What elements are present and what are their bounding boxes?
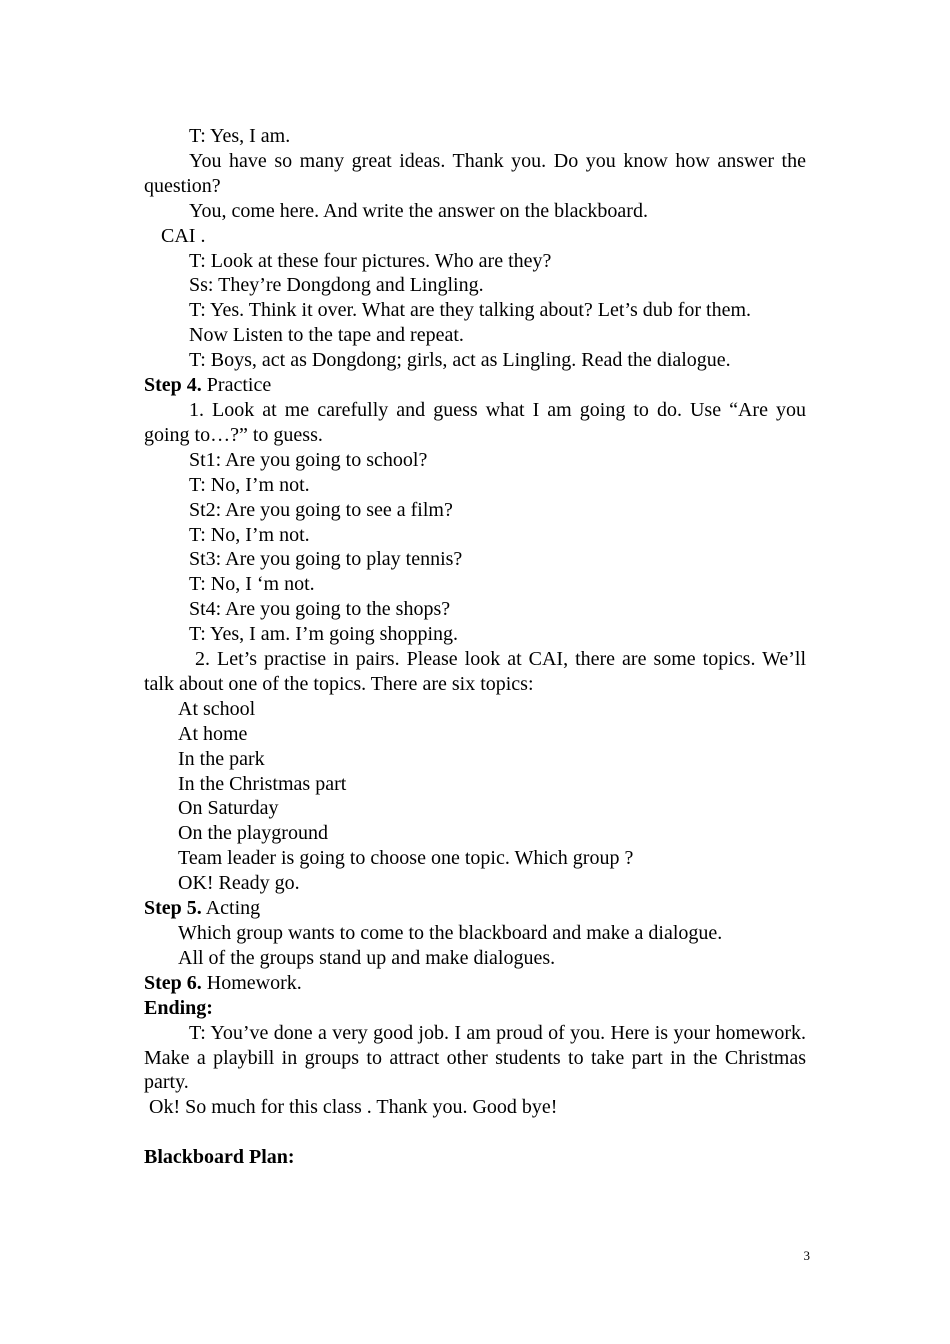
step6-heading [144,971,806,996]
step4-label: Step 4. [144,374,202,397]
dialogue-line: T: No, I ‘m not. [189,573,315,596]
line-listen-tape: Now Listen to the tape and repeat. [189,324,464,347]
step5-heading [144,896,806,921]
acting-line: All of the groups stand up and make dialogues. [178,946,556,969]
dialogue-line: T: No, I’m not. [189,473,310,496]
line-dongdong-lingling: Ss: They’re Dongdong and Lingling. [189,274,484,297]
dialogue-line: St4: Are you going to the shops? [189,598,451,621]
line-look-pictures: T: Look at these four pictures. Who are they? [189,249,552,272]
step4-heading [144,373,806,398]
step5-title: Acting [201,897,261,920]
topic-list [144,697,806,846]
dialogue-line: T: Yes, I am. I’m going shopping. [189,623,459,646]
topic-item: On Saturday [178,797,279,820]
step6-label: Step 6. [144,971,202,994]
team-leader-line: Team leader is going to choose one topic. Which group ? [178,847,634,870]
ending-heading: Ending: [144,996,213,1019]
topic-item: In the Christmas part [178,772,347,795]
topic-item: At home [178,722,248,745]
topic-item: In the park [178,747,265,770]
blank-line [144,1120,806,1145]
line-great-ideas: You have so many great ideas. Thank you. Do you know how answer the question? [144,149,806,197]
topic-item: At school [178,697,256,720]
step4-title: Practice [201,374,272,397]
step4-pairs-instruction: 2. Let’s practise in pairs. Please look at CAI, there are some topics. We’ll talk about one of the topics. There are six topics: [144,648,806,695]
line-act-as: T: Boys, act as Dongdong; girls, act as Lingling. Read the dialogue. [189,349,731,372]
blackboard-plan-heading: Blackboard Plan: [144,1146,295,1169]
line-think-over: T: Yes. Think it over. What are they talking about? Let’s dub for them. [189,299,752,322]
document-body [144,124,806,1170]
dialogue-line: St2: Are you going to see a film? [189,498,453,521]
dialogue-line: St1: Are you going to school? [189,448,428,471]
dialogue-line: T: No, I’m not. [189,523,310,546]
line-teacher-yes: T: Yes, I am. [189,125,291,147]
acting-line: Which group wants to come to the blackboard and make a dialogue. [178,922,723,944]
line-come-here: You, come here. And write the answer on the blackboard. [189,199,648,222]
step5-label: Step 5. [144,897,202,920]
topic-item: On the playground [178,822,328,845]
ending-paragraph: T: You’ve done a very good job. I am proud of you. Here is your homework. Make a playbill in groups to attract other students to take part in the Christmas party. [144,1021,806,1094]
line-cai: CAI . [161,224,206,247]
ending-goodbye: Ok! So much for this class . Thank you. Good bye! [149,1096,558,1119]
dialogue-line: St3: Are you going to play tennis? [189,548,463,571]
step4-guess-instruction: 1. Look at me carefully and guess what I am going to do. Use “Are you going to…?” to guess. [144,398,806,446]
page-number: 3 [803,1248,810,1263]
ready-go-line: OK! Ready go. [178,872,300,895]
step6-title: Homework. [201,971,302,994]
